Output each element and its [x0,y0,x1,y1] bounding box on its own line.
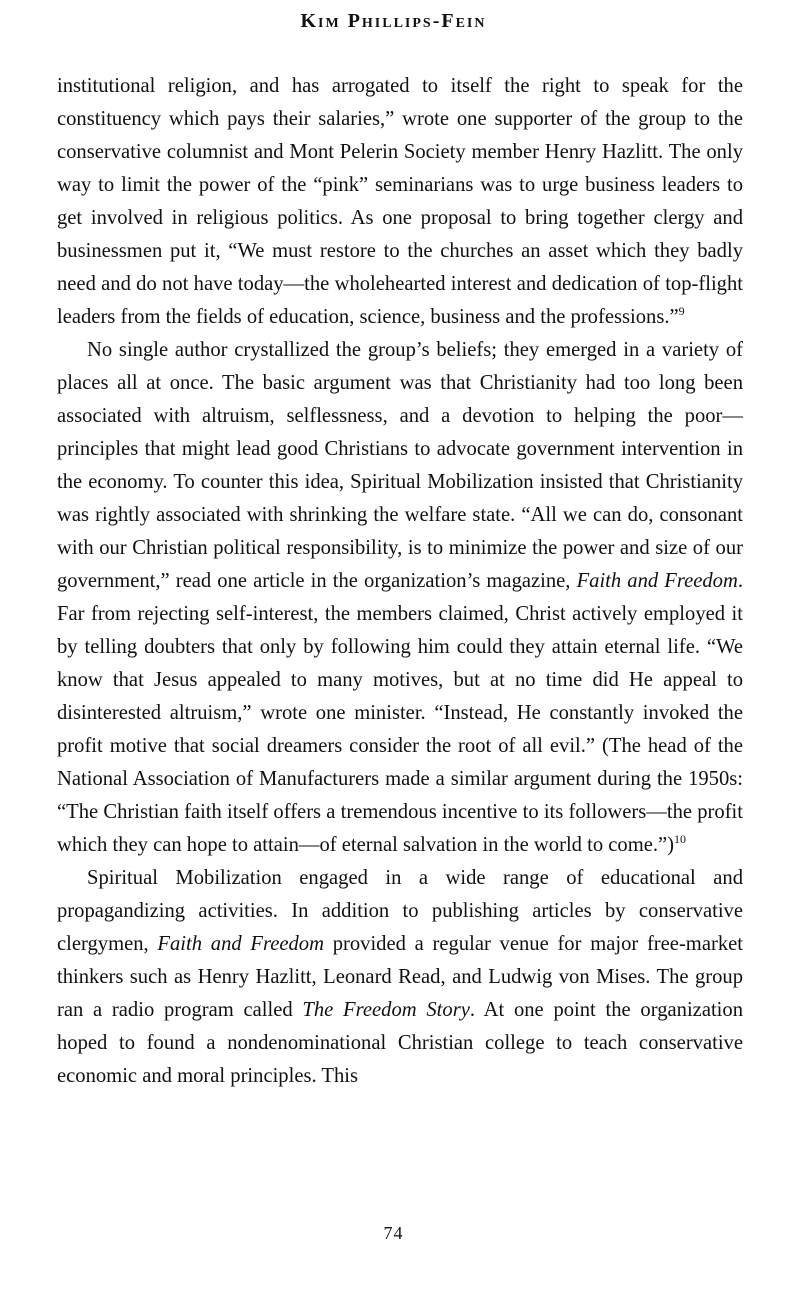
radio-program-title: The Freedom Story [302,999,470,1021]
paragraph-3-text-b: provided a regular venue for major free-market thinkers such as Henry Hazlitt, Leonard Read, and Ludwig von Mises. The group ran a radio program called [57,933,743,1021]
page-number: 74 [383,1223,404,1243]
paragraph-3 [57,862,743,1093]
magazine-title: Faith and Freedom [576,570,738,592]
running-head: Kim Phillips-Fein [300,10,487,32]
magazine-title: Faith and Freedom [157,933,324,955]
paragraph-2-text-b: . Far from rejecting self-interest, the members claimed, Christ actively employed it by telling doubters that only by following him could they attain eternal life. “We know that Jesus appealed to many motives, but at no time did He appeal to disinterested altruism,” wrote one minister. “Instead, He constantly invoked the profit motive that social dreamers consider the root of all evil.” (The head of the National Association of Manufacturers made a similar argument during the 1950s: “The Christian faith itself offers a tremendous incentive to its followers—the profit which they can hope to attain—of eternal salvation in the world to come.”) [57,570,743,856]
paragraph-1-text: institutional religion, and has arrogated to itself the right to speak for the constituency which pays their salaries,” wrote one supporter of the group to the conservative columnist and Mont Pelerin Society member Henry Hazlitt. The only way to limit the power of the “pink” seminarians was to urge business leaders to get involved in religious politics. As one proposal to bring together clergy and businessmen put it, “We must restore to the churches an asset which they badly need and do not have today—the wholehearted interest and dedication of top-flight leaders from the fields of education, science, business and the professions.” [57,75,743,328]
paragraph-2 [57,334,743,862]
paragraph-1 [57,70,743,334]
footnote-marker-9: 9 [678,304,685,318]
footnote-marker-10: 10 [674,832,687,846]
paragraph-2-text-a: No single author crystallized the group’s beliefs; they emerged in a variety of places all at once. The basic argument was that Christianity had too long been associated with altruism, selflessness, and a devotion to helping the poor—principles that might lead good Christians to advocate government intervention in the economy. To counter this idea, Spiritual Mobilization insisted that Christianity was rightly associated with shrinking the welfare state. “All we can do, consonant with our Christian political responsibility, is to minimize the power and size of our government,” read one article in the organization’s magazine, [57,339,743,592]
paragraph-3-text-c: . At one point the organization hoped to found a nondenominational Christian college to teach conservative economic and moral principles. This [57,999,743,1087]
body-text [57,70,743,1093]
paragraph-3-text-a: Spiritual Mobilization engaged in a wide range of educational and propagandizing activities. In addition to publishing articles by conservative clergymen, [57,867,743,955]
